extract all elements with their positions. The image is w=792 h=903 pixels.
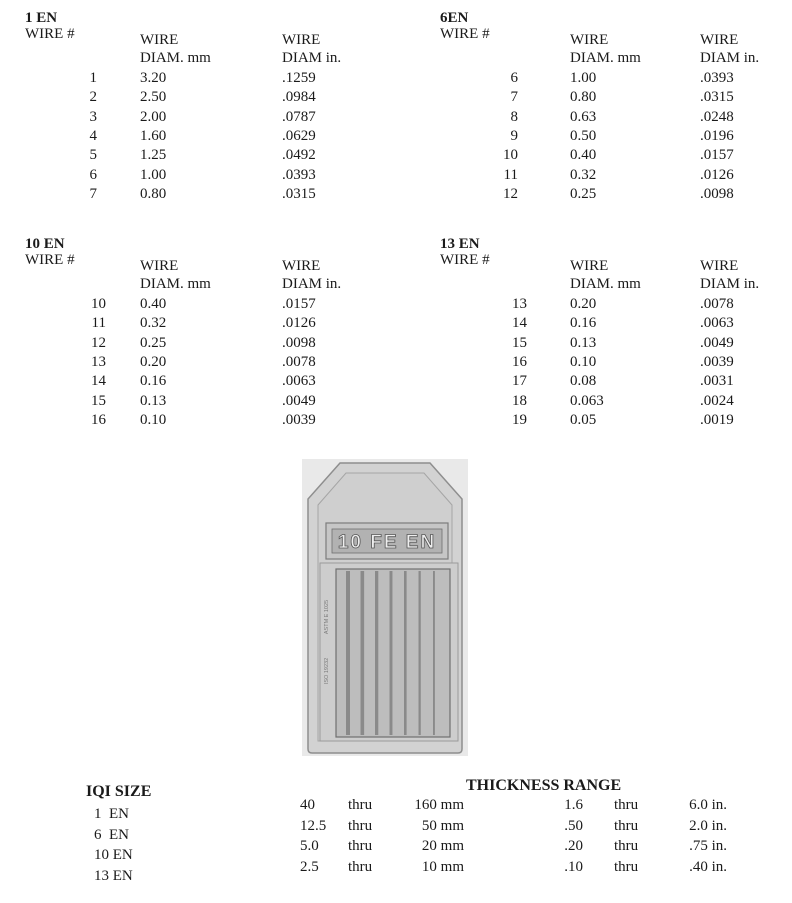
wire-diam-in: .0984 bbox=[282, 89, 316, 106]
wire-diam-in: .1259 bbox=[282, 70, 316, 86]
wire-diam-in: .0629 bbox=[282, 127, 316, 144]
wire-diam-mm: 0.20 bbox=[140, 353, 167, 370]
col-header-in-line1: WIRE bbox=[282, 32, 321, 48]
plaque-wire bbox=[419, 571, 421, 735]
wire-number: 4 bbox=[89, 127, 97, 144]
plaque-side-text-2: ISO 19232 bbox=[324, 657, 330, 685]
thickness-in-to: 2.0 in. bbox=[689, 817, 727, 834]
col-header-mm-line2: DIAM. mm bbox=[570, 50, 641, 66]
wire-diam-in: .0393 bbox=[282, 166, 316, 183]
thickness-range-heading: THICKNESS RANGE bbox=[466, 777, 622, 794]
thickness-in-to: .75 in. bbox=[689, 838, 727, 854]
col-header-in-line1: WIRE bbox=[282, 258, 321, 274]
table-title: 6EN bbox=[440, 10, 469, 26]
plaque-label: 10 FE EN bbox=[337, 532, 437, 553]
wire-number: 17 bbox=[512, 373, 527, 390]
plaque-wire bbox=[404, 571, 407, 735]
wire-diam-mm: 0.063 bbox=[570, 392, 604, 409]
thickness-thru: thru bbox=[348, 817, 373, 834]
wire-diam-mm: 0.16 bbox=[570, 315, 597, 332]
wire-diam-mm: 0.32 bbox=[140, 315, 167, 332]
thickness-mm-from: 12.5 bbox=[300, 817, 327, 834]
wire-number: 9 bbox=[510, 127, 518, 144]
iqi-size-item: 1 EN bbox=[94, 806, 129, 822]
thickness-thru: thru bbox=[348, 797, 373, 813]
col-header-mm-line1: WIRE bbox=[570, 258, 609, 274]
wire-diam-mm: 0.50 bbox=[570, 127, 597, 144]
col-header-mm-line1: WIRE bbox=[140, 32, 179, 48]
thickness-thru2: thru bbox=[614, 817, 639, 834]
thickness-in-from: .20 bbox=[564, 838, 583, 854]
col-header-mm-line1: WIRE bbox=[140, 258, 179, 274]
iqi-size-item: 6 EN bbox=[94, 826, 129, 843]
wire-number: 11 bbox=[503, 166, 518, 183]
thickness-in-from: .10 bbox=[564, 858, 583, 875]
table-title: 13 EN bbox=[440, 236, 480, 252]
wire-number: 16 bbox=[512, 353, 527, 370]
thickness-thru: thru bbox=[348, 858, 373, 875]
thickness-mm-from: 40 bbox=[300, 797, 315, 813]
table-title: 1 EN bbox=[25, 10, 58, 26]
wire-diam-mm: 0.63 bbox=[570, 108, 597, 125]
plaque-graphic bbox=[302, 459, 468, 756]
wire-number: 10 bbox=[503, 147, 518, 164]
wire-number: 14 bbox=[512, 315, 527, 332]
wire-diam-in: .0157 bbox=[700, 147, 734, 164]
col-header-mm-line2: DIAM. mm bbox=[570, 276, 641, 292]
wire-diam-mm: 0.20 bbox=[570, 296, 597, 312]
wire-diam-mm: 0.10 bbox=[570, 353, 597, 370]
wire-diam-mm: 2.00 bbox=[140, 108, 167, 125]
thickness-in-to: .40 in. bbox=[689, 858, 727, 875]
plaque-side-text-1: ASTM E 1025 bbox=[324, 599, 330, 635]
plaque-wire bbox=[346, 571, 350, 735]
wire-diam-in: .0248 bbox=[700, 108, 734, 125]
wire-diam-in: .0315 bbox=[282, 185, 316, 202]
wire-number: 18 bbox=[512, 392, 527, 409]
thickness-mm-to: 20 mm bbox=[421, 838, 464, 854]
wire-diam-in: .0126 bbox=[282, 315, 316, 332]
thickness-mm-from: 5.0 bbox=[300, 838, 319, 854]
wire-number: 3 bbox=[89, 108, 97, 125]
wire-diam-mm: 0.32 bbox=[570, 166, 597, 183]
wire-diam-in: .0039 bbox=[700, 353, 734, 370]
wire-number: 1 bbox=[89, 70, 97, 86]
wire-diam-in: .0098 bbox=[282, 334, 316, 351]
col-header-wire-number: WIRE # bbox=[440, 252, 490, 268]
wire-number: 7 bbox=[89, 185, 97, 202]
wire-number: 12 bbox=[503, 185, 518, 202]
wire-number: 2 bbox=[89, 89, 97, 106]
iqi-size-item: 10 EN bbox=[94, 847, 133, 863]
wire-diam-mm: 0.25 bbox=[140, 334, 167, 351]
col-header-mm-line2: DIAM. mm bbox=[140, 276, 211, 292]
wire-diam-in: .0049 bbox=[282, 392, 316, 409]
col-header-wire-number: WIRE # bbox=[25, 252, 75, 268]
wire-number: 13 bbox=[512, 296, 527, 312]
thickness-mm-to: 10 mm bbox=[421, 858, 464, 875]
wire-diam-in: .0098 bbox=[700, 185, 734, 202]
thickness-mm-to: 50 mm bbox=[421, 817, 464, 834]
col-header-wire-number: WIRE # bbox=[440, 26, 490, 42]
wire-diam-in: .0039 bbox=[282, 411, 316, 428]
table-title: 10 EN bbox=[25, 236, 65, 252]
wire-diam-mm: 0.13 bbox=[570, 334, 597, 351]
plaque-wire bbox=[433, 571, 435, 735]
wire-diam-mm: 0.13 bbox=[140, 392, 167, 409]
wire-diam-mm: 0.80 bbox=[570, 89, 597, 106]
wire-diam-in: .0031 bbox=[700, 373, 734, 390]
wire-number: 7 bbox=[510, 89, 518, 106]
thickness-in-to: 6.0 in. bbox=[689, 797, 727, 813]
wire-number: 12 bbox=[91, 334, 106, 351]
wire-diam-in: .0787 bbox=[282, 108, 316, 125]
wire-diam-in: .0019 bbox=[700, 411, 734, 428]
iqi-size-item: 13 EN bbox=[94, 867, 133, 884]
wire-diam-mm: 1.00 bbox=[140, 166, 167, 183]
wire-diam-mm: 0.25 bbox=[570, 185, 597, 202]
wire-diam-mm: 3.20 bbox=[140, 70, 167, 86]
wire-diam-in: .0063 bbox=[700, 315, 734, 332]
wire-diam-mm: 2.50 bbox=[140, 89, 167, 106]
wire-diam-in: .0024 bbox=[700, 392, 734, 409]
wire-diam-mm: 1.00 bbox=[570, 70, 597, 86]
wire-number: 16 bbox=[91, 411, 106, 428]
thickness-in-from: .50 bbox=[564, 817, 583, 834]
wire-number: 14 bbox=[91, 373, 106, 390]
wire-diam-mm: 0.10 bbox=[140, 411, 167, 428]
wire-diam-mm: 0.08 bbox=[570, 373, 597, 390]
thickness-thru2: thru bbox=[614, 838, 639, 854]
wire-diam-mm: 1.25 bbox=[140, 147, 167, 164]
wire-diam-in: .0049 bbox=[700, 334, 734, 351]
wire-diam-mm: 0.05 bbox=[570, 411, 597, 428]
col-header-in-line2: DIAM in. bbox=[282, 50, 342, 66]
thickness-mm-to: 160 mm bbox=[414, 797, 464, 813]
wire-diam-mm: 0.16 bbox=[140, 373, 167, 390]
col-header-in-line1: WIRE bbox=[700, 32, 739, 48]
wire-diam-mm: 0.40 bbox=[140, 296, 167, 312]
wire-number: 15 bbox=[512, 334, 527, 351]
thickness-thru2: thru bbox=[614, 797, 639, 813]
col-header-in-line2: DIAM in. bbox=[700, 276, 760, 292]
wire-diam-in: .0078 bbox=[282, 353, 316, 370]
wire-diam-mm: 1.60 bbox=[140, 127, 167, 144]
wire-number: 8 bbox=[510, 108, 518, 125]
wire-diam-in: .0157 bbox=[282, 296, 316, 312]
wire-diam-in: .0078 bbox=[700, 296, 734, 312]
col-header-mm-line2: DIAM. mm bbox=[140, 50, 211, 66]
wire-number: 11 bbox=[91, 315, 106, 332]
thickness-mm-from: 2.5 bbox=[300, 858, 319, 875]
iqi-plaque-image bbox=[302, 459, 468, 756]
plaque-wire bbox=[375, 571, 378, 735]
wire-number: 6 bbox=[89, 166, 97, 183]
wire-number: 19 bbox=[512, 411, 527, 428]
wire-diam-in: .0492 bbox=[282, 147, 316, 164]
wire-diam-in: .0315 bbox=[700, 89, 734, 106]
iqi-size-heading: IQI SIZE bbox=[86, 783, 152, 800]
wire-diam-in: .0126 bbox=[700, 166, 734, 183]
col-header-in-line1: WIRE bbox=[700, 258, 739, 274]
thickness-thru2: thru bbox=[614, 858, 639, 875]
thickness-thru: thru bbox=[348, 838, 373, 854]
wire-diam-in: .0196 bbox=[700, 127, 734, 144]
col-header-wire-number: WIRE # bbox=[25, 26, 75, 42]
wire-diam-mm: 0.80 bbox=[140, 185, 167, 202]
plaque-wire bbox=[390, 571, 393, 735]
col-header-in-line2: DIAM in. bbox=[282, 276, 342, 292]
wire-number: 6 bbox=[510, 70, 518, 86]
plaque-wire bbox=[361, 571, 365, 735]
wire-diam-mm: 0.40 bbox=[570, 147, 597, 164]
wire-number: 5 bbox=[89, 147, 97, 164]
wire-number: 10 bbox=[91, 296, 106, 312]
wire-number: 15 bbox=[91, 392, 106, 409]
wire-number: 13 bbox=[91, 353, 106, 370]
thickness-in-from: 1.6 bbox=[564, 797, 583, 813]
wire-diam-in: .0063 bbox=[282, 373, 316, 390]
wire-diam-in: .0393 bbox=[700, 70, 734, 86]
col-header-in-line2: DIAM in. bbox=[700, 50, 760, 66]
col-header-mm-line1: WIRE bbox=[570, 32, 609, 48]
